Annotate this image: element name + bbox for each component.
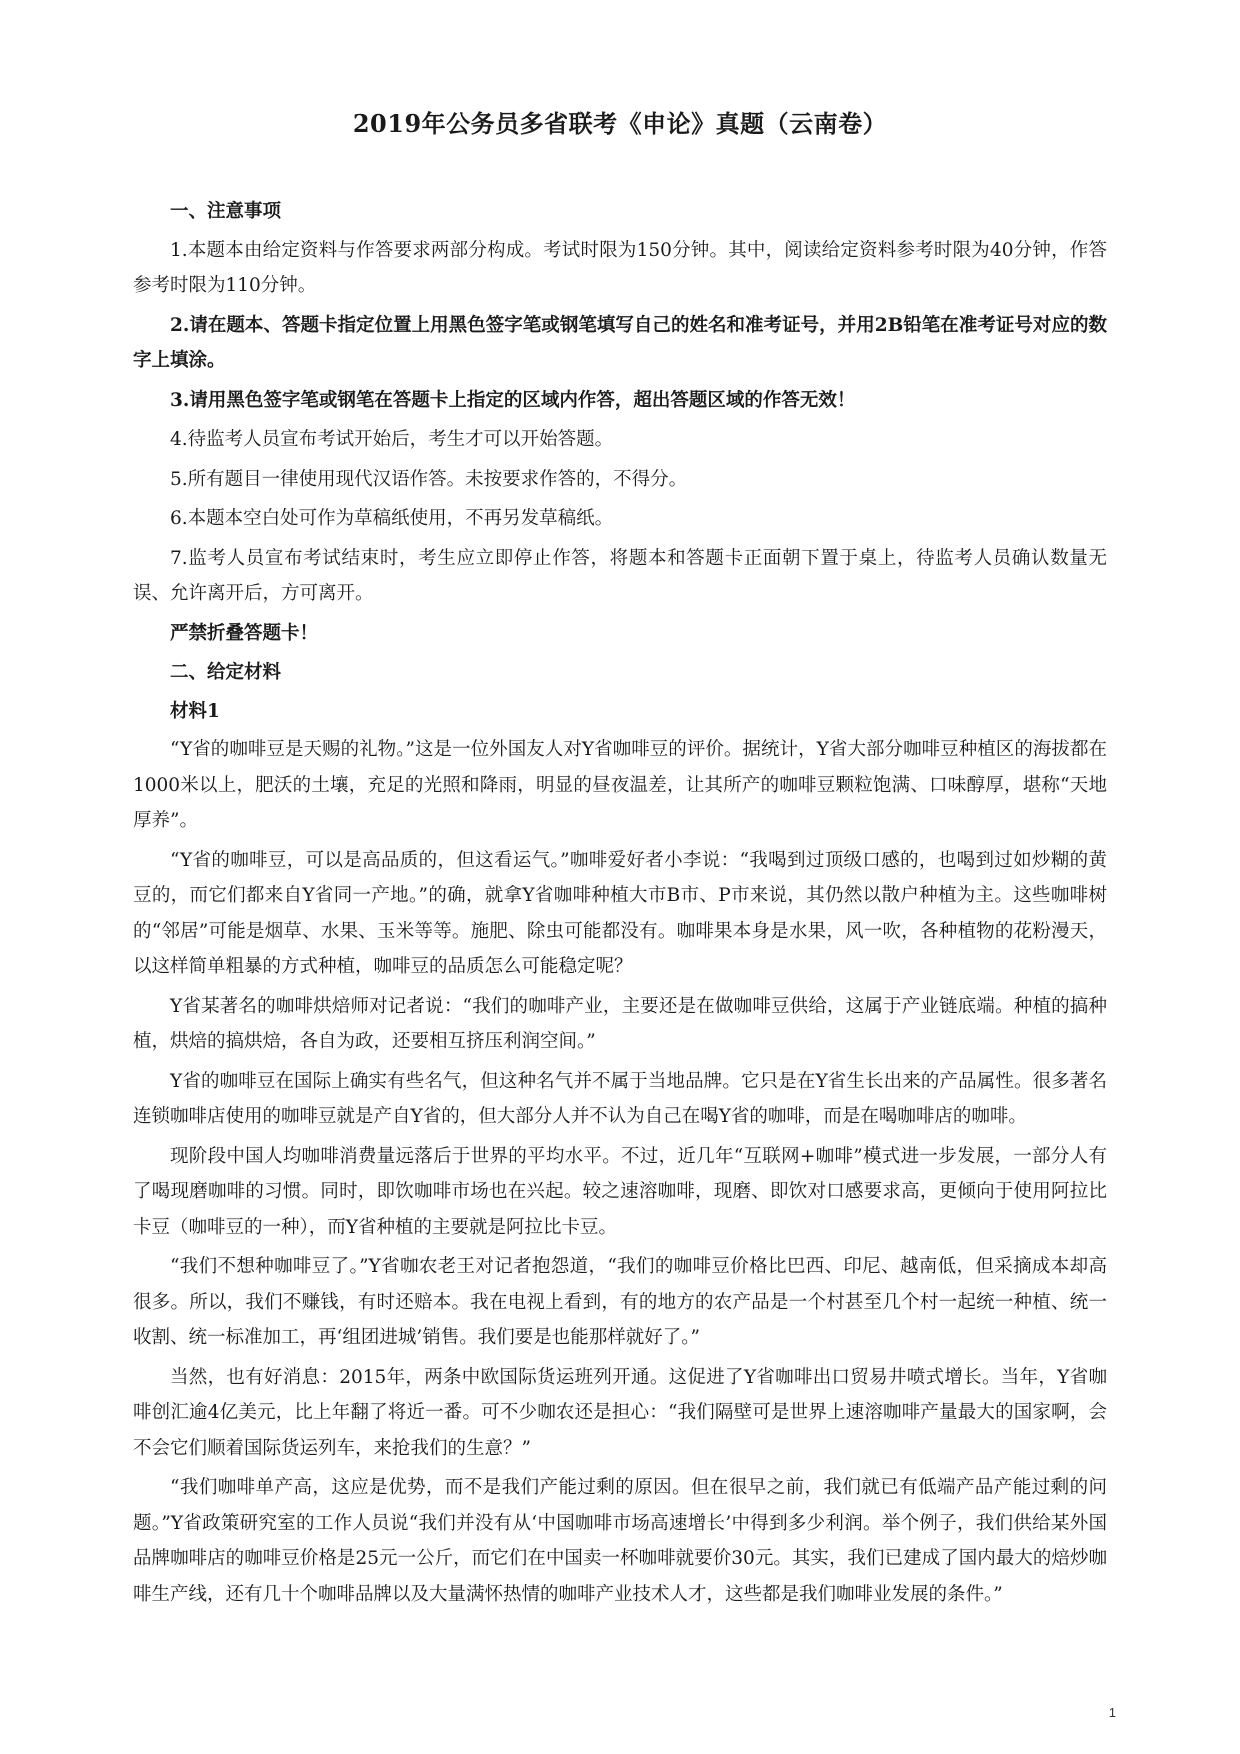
section-heading-materials: 二、给定材料 — [170, 662, 282, 683]
notice-item-5: 5.所有题目一律使用现代汉语作答。未按要求作答的，不得分。 — [170, 468, 688, 490]
notice-item-7: 7.监考人员宣布考试结束时，考生应立即停止作答，将题本和答题卡正面朝下置于桌上，待监考人员确认数量无误、允许离开后，方可离开。 — [133, 547, 1107, 604]
notice-item-4: 4.待监考人员宣布考试开始后，考生才可以开始答题。 — [170, 429, 614, 450]
page-title: 2019年公务员多省联考《申论》真题（云南卷） — [352, 109, 888, 138]
material-paragraph: Y省某著名的咖啡烘焙师对记者说：“我们的咖啡产业，主要还是在做咖啡豆供给，这属于产业链底端。种植的搞种植，烘焙的搞烘焙，各自为政，还要相互挤压利润空间。” — [133, 995, 1107, 1052]
notice-item-2: 2.请在题本、答题卡指定位置上用黑色签字笔或钢笔填写自己的姓名和准考证号，并用2B铅笔在准考证号对应的数字上填涂。 — [133, 314, 1107, 371]
notice-item-3: 3.请用黑色签字笔或钢笔在答题卡上指定的区域内作答，超出答题区域的作答无效！ — [170, 389, 856, 411]
document-body — [133, 194, 1107, 1616]
material-paragraph: “Y省的咖啡豆是天赐的礼物。”这是一位外国友人对Y省咖啡豆的评价。据统计，Y省大部分咖啡豆种植区的海拔都在1000米以上，肥沃的土壤，充足的光照和降雨，明显的昼夜温差，让其所产的咖啡豆颗粒饱满、口味醇厚，堪称“天地厚养”。 — [133, 739, 1107, 831]
material-paragraph: 现阶段中国人均咖啡消费量远落后于世界的平均水平。不过，近几年“互联网+咖啡”模式进一步发展，一部分人有了喝现磨咖啡的习惯。同时，即饮咖啡市场也在兴起。较之速溶咖啡，现磨、即饮对口感要求高，更倾向于使用阿拉比卡豆（咖啡豆的一种），而Y省种植的主要就是阿拉比卡豆。 — [133, 1145, 1107, 1238]
notice-item-6: 6.本题本空白处可作为草稿纸使用，不再另发草稿纸。 — [170, 508, 614, 529]
material-heading: 材料1 — [170, 700, 220, 722]
page-number: 1 — [1108, 1705, 1116, 1720]
material-paragraph: 当然，也有好消息：2015年，两条中欧国际货运班列开通。这促进了Y省咖啡出口贸易井喷式增长。当年，Y省咖啡创汇逾4亿美元，比上年翻了将近一番。可不少咖农还是担心：“我们隔壁可是世界上速溶咖啡产量最大的国家啊，会不会它们顺着国际货运列车，来抢我们的生意？” — [133, 1366, 1107, 1459]
section-heading-notice: 一、注意事项 — [170, 201, 282, 222]
notice-item-1: 1.本题本由给定资料与作答要求两部分构成。考试时限为150分钟。其中，阅读给定资料参考时限为40分钟，作答参考时限为110分钟。 — [133, 239, 1107, 296]
material-paragraph: “我们不想种咖啡豆了。”Y省咖农老王对记者抱怨道，“我们的咖啡豆价格比巴西、印尼、越南低，但采摘成本却高很多。所以，我们不赚钱，有时还赔本。我在电视上看到，有的地方的农产品是一个村甚至几个村一起统一种植、统一收割、统一标准加工，再‘组团进城’销售。我们要是也能那样就好了。” — [133, 1256, 1107, 1348]
material-paragraph: “我们咖啡单产高，这应是优势，而不是我们产能过剩的原因。但在很早之前，我们就已有低端产品产能过剩的问题。”Y省政策研究室的工作人员说“我们并没有从‘中国咖啡市场高速增长’中得到多少利润。举个例子，我们供给某外国品牌咖啡店的咖啡豆价格是25元一公斤，而它们在中国卖一杯咖啡就要价30元。其实，我们已建成了国内最大的焙炒咖啡生产线，还有几十个咖啡品牌以及大量满怀热情的咖啡产业技术人才，这些都是我们咖啡业发展的条件。” — [133, 1477, 1107, 1605]
notice-warning: 严禁折叠答题卡！ — [170, 622, 319, 644]
material-paragraph: Y省的咖啡豆在国际上确实有些名气，但这种名气并不属于当地品牌。它只是在Y省生长出来的产品属性。很多著名连锁咖啡店使用的咖啡豆就是产自Y省的，但大部分人并不认为自己在喝Y省的咖啡，而是在喝咖啡店的咖啡。 — [133, 1070, 1107, 1127]
material-paragraph: “Y省的咖啡豆，可以是高品质的，但这看运气。”咖啡爱好者小李说：“我喝到过顶级口感的，也喝到过如炒糊的黄豆的，而它们都来自Y省同一产地。”的确，就拿Y省咖啡种植大市B市、P市来说，其仍然以散户种植为主。这些咖啡树的“邻居”可能是烟草、水果、玉米等等。施肥、除虫可能都没有。咖啡果本身是水果，风一吹，各种植物的花粉漫天，以这样简单粗暴的方式种植，咖啡豆的品质怎么可能稳定呢？ — [133, 849, 1107, 977]
